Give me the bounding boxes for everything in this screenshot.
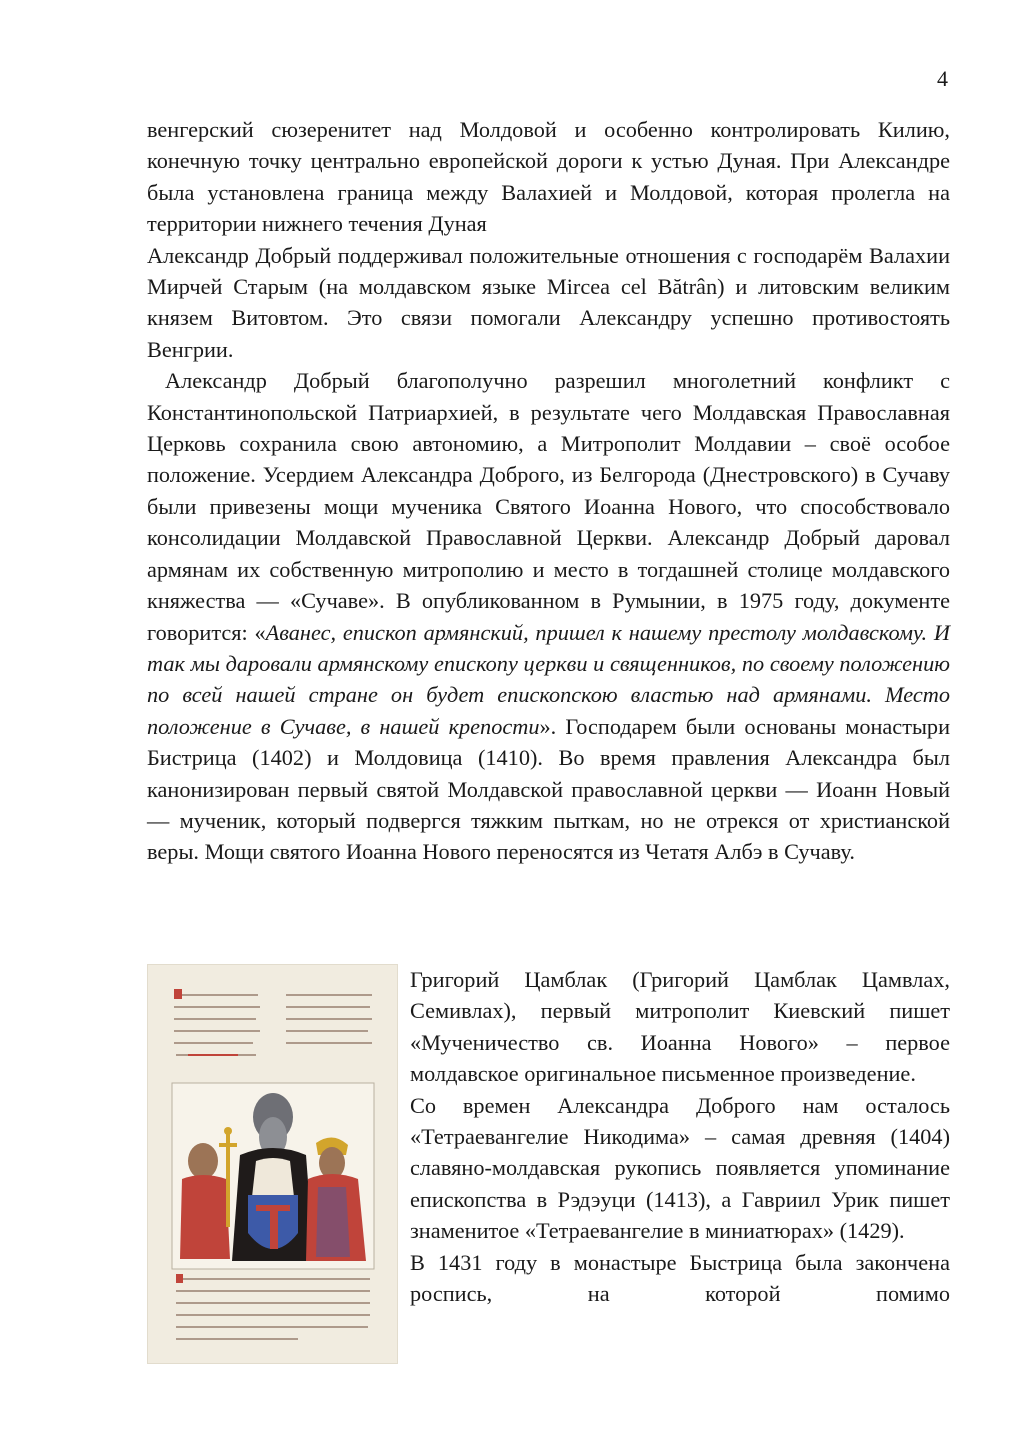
illuminated-manuscript-image bbox=[147, 964, 398, 1364]
paragraph-bistrita-painting: В 1431 году в монастыре Быстрица была закончена роспись, на которой помимо bbox=[410, 1249, 950, 1307]
paragraph-hungarian-suzerainty: венгерский сюзеренитет над Молдовой и особенно контролировать Килию, конечную точку центрально европейской дороги к устью Дуная. При Александре была установлена граница между Валахией и Молдовой, которая пролегла на территории нижнего течения Дуная bbox=[147, 117, 950, 237]
paragraph-tetraevangelie: Со времен Александра Доброго нам осталось «Тетраевангелие Никодима» – самая древняя (1404) славяно-молдавская рукопись появляется упоминание епископства в Рэдэуци (1413), а Гавриил Урик пишет знаменитое «Тетраевангелие в миниатюрах» (1429). bbox=[410, 1092, 950, 1244]
figure-side-text bbox=[410, 964, 950, 1309]
body-text bbox=[147, 114, 950, 868]
page-number: 4 bbox=[937, 66, 948, 91]
paragraph-church-text-end: ». Господарем были основаны монастыри Бистрица (1402) и Молдовица (1410). Во время правления Александра был канонизирован первый святой Молдавской православной церкви — Иоанн Новый — мученик, который подвергся тяжким пыткам, но не отрекся от христианской веры. Мощи святого Иоанна Нового переносятся из Четатя Албэ в Сучаву. bbox=[147, 713, 951, 865]
document-quote: Аванес, епископ армянский, пришел к нашему престолу молдавскому. И так мы даровали армянскому епископу церкви и священников, по своему положению по всей нашей стране он будет епископскою властью над армянами. Место положение в Сучаве, в нашей крепости bbox=[147, 619, 950, 739]
paragraph-church-autonomy bbox=[147, 365, 950, 868]
paragraph-tsamblak: Григорий Цамблак (Григорий Цамблак Цамвлах, Семивлах), первый митрополит Киевский пишет «Мученичество св. Иоанна Нового» – первое молдавское оригинальное письменное произведение. bbox=[410, 967, 950, 1087]
paragraph-church-text: Александр Добрый благополучно разрешил многолетний конфликт с Константинопольской Патриархией, в результате чего Молдавская Православная Церковь сохранила свою автономию, а Митрополит Молдавии – своё особое положение. Усердием Александра Доброго, из Белгорода (Днестровского) в Сучаву были привезены мощи мученика Святого Иоанна Нового, что способствовало консолидации Молдавской Православной Церкви. Александр Добрый даровал армянам их собственную митрополию и место в тогдашней столице молдавского княжества — «Сучаве». В опубликованном в Румынии, в 1975 году, документе говорится: « bbox=[147, 368, 950, 645]
manuscript-miniature-icon bbox=[148, 965, 397, 1363]
figure-block bbox=[147, 964, 950, 1384]
paragraph-alliances: Александр Добрый поддерживал положительные отношения с господарём Валахии Мирчей Старым (на молдавском языке Mircea cel Bătrân) и литовским великим князем Витовтом. Это связи помогали Александру успешно противостоять Венгрии. bbox=[147, 242, 950, 362]
